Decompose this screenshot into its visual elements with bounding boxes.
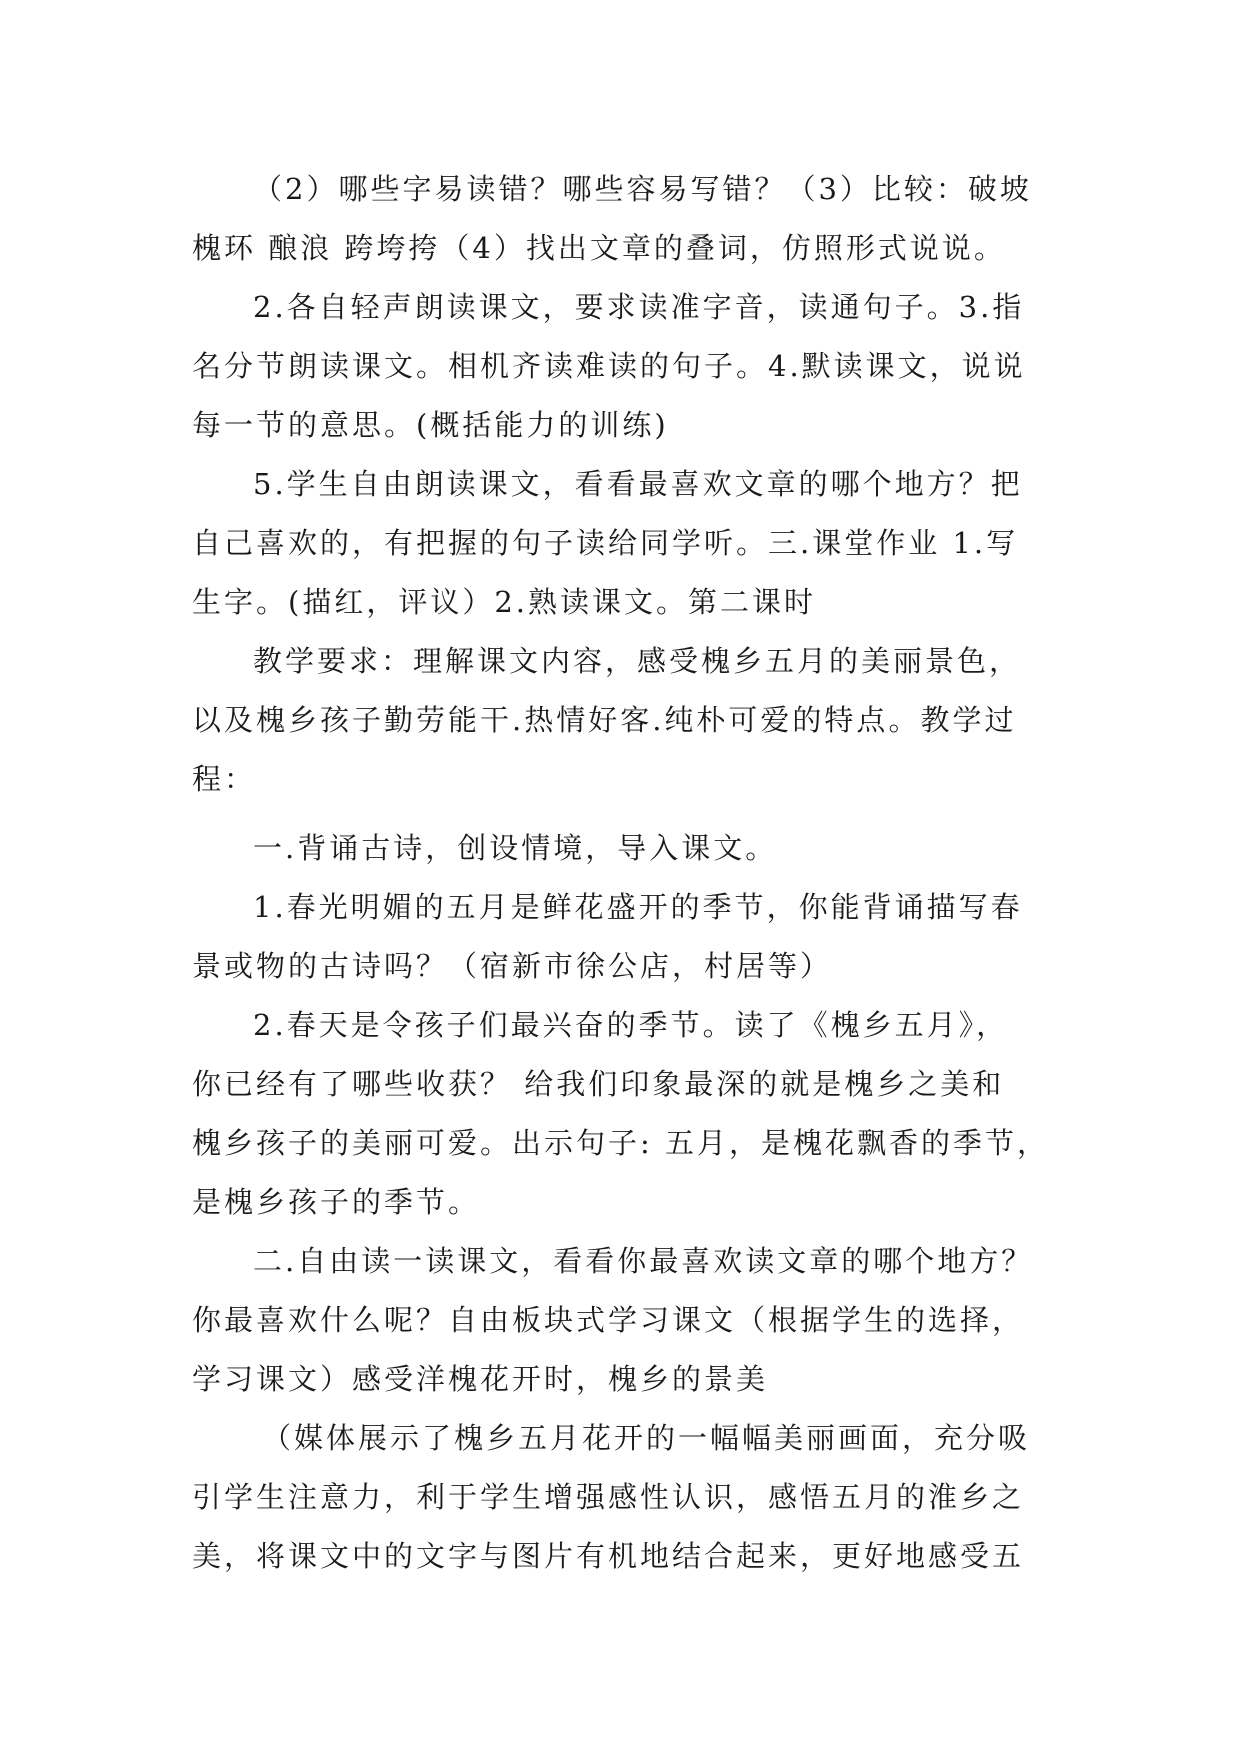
text-line: 1.春光明媚的五月是鲜花盛开的季节，你能背诵描写春: [253, 890, 1023, 924]
text-line: 槐环 酿浪 跨垮挎（4）找出文章的叠词，仿照形式说说。: [192, 231, 1006, 265]
text-line: 是槐乡孩子的季节。: [192, 1185, 481, 1219]
text-line: 美，将课文中的文字与图片有机地结合起来，更好地感受五: [192, 1539, 1025, 1573]
text-line: 2.各自轻声朗读课文，要求读准字音，读通句子。3.指: [253, 290, 1025, 324]
text-line: 槐乡孩子的美丽可爱。出示句子: 五月，是槐花飘香的季节，: [192, 1126, 1049, 1160]
document-body: [192, 160, 1052, 1586]
text-line: 你最喜欢什么呢？自由板块式学习课文（根据学生的选择，: [192, 1303, 1025, 1337]
text-line: 引学生注意力，利于学生增强感性认识，感悟五月的淮乡之: [192, 1480, 1025, 1514]
text-line: （2）哪些字易读错？哪些容易写错？（3）比较：破坡: [253, 172, 1032, 206]
text-line: 程：: [192, 762, 257, 796]
text-line: 景或物的古诗吗？（宿新市徐公店，村居等）: [192, 949, 833, 983]
paragraph-gap: [192, 809, 1052, 819]
text-line: 一.背诵古诗，创设情境，导入课文。: [253, 831, 778, 865]
text-line: 你已经有了哪些收获？ 给我们印象最深的就是槐乡之美和: [192, 1067, 1005, 1101]
text-line: 自己喜欢的，有把握的句子读给同学听。三.课堂作业 1.写: [192, 526, 1019, 560]
text-line: 学习课文）感受洋槐花开时，槐乡的景美: [192, 1362, 769, 1396]
text-line: 名分节朗读课文。相机齐读难读的句子。4.默读课文，说说: [192, 349, 1026, 383]
text-line: 教学要求：理解课文内容，感受槐乡五月的美丽景色，: [253, 644, 1022, 678]
text-line: （媒体展示了槐乡五月花开的一幅幅美丽画面，充分吸: [262, 1421, 1031, 1455]
text-line: 2.春天是令孩子们最兴奋的季节。读了《槐乡五月》，: [253, 1008, 1009, 1042]
text-line: 5.学生自由朗读课文，看看最喜欢文章的哪个地方？把: [253, 467, 1023, 501]
text-line: 以及槐乡孩子勤劳能干.热情好客.纯朴可爱的特点。教学过: [192, 703, 1017, 737]
text-line: 每一节的意思。(概括能力的训练): [192, 408, 669, 442]
text-line: 二.自由读一读课文，看看你最喜欢读文章的哪个地方？: [253, 1244, 1034, 1278]
text-line: 生字。(描红，评议）2.熟读课文。第二课时: [192, 585, 816, 619]
